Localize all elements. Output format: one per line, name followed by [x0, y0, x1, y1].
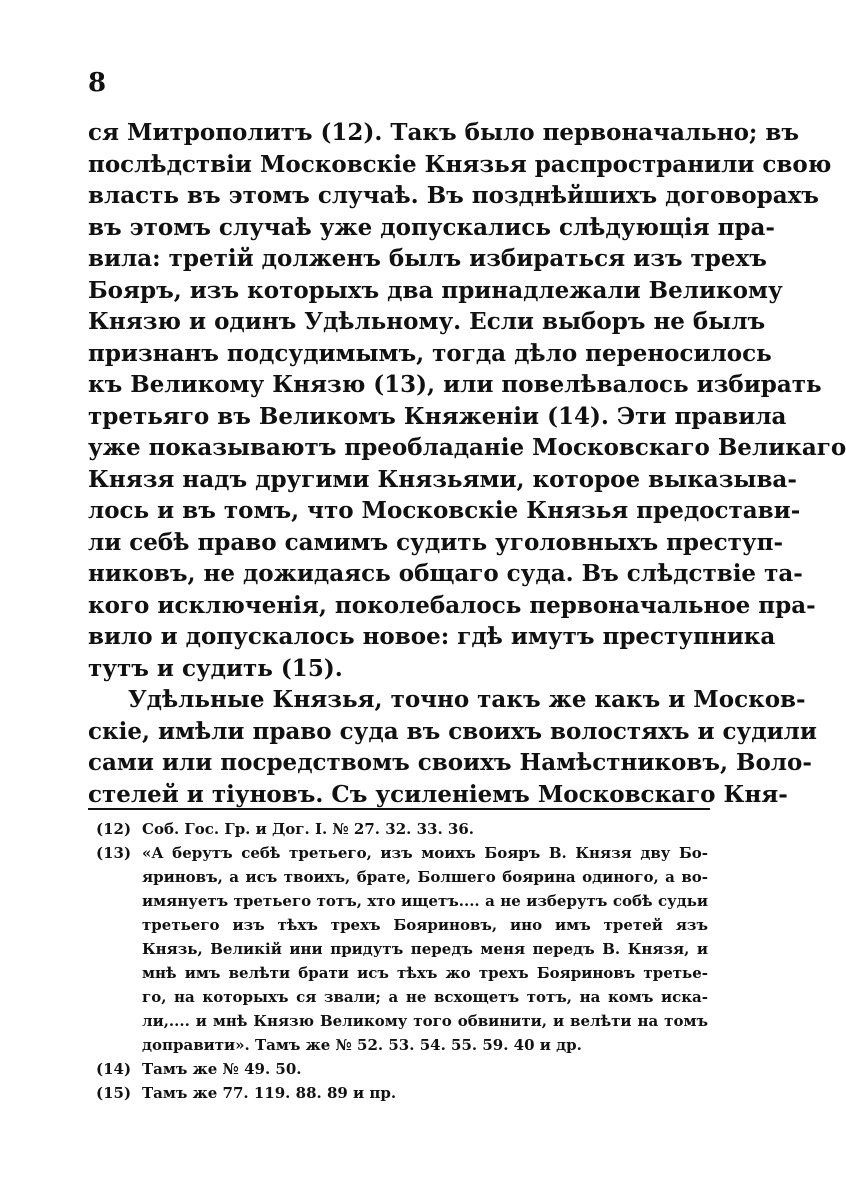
text-line: ся Митрополитъ (12). Такъ было первоначально; въ: [88, 119, 800, 146]
text-line: уже показываютъ преобладаніе Московскаго Великаго: [88, 434, 846, 461]
footnote-line: ли,.... и мнѣ Князю Великому того обвинити, и велѣти на томъ: [142, 1012, 708, 1030]
footnote-label: (12): [96, 820, 132, 838]
text-line: ли себѣ право самимъ судить уголовныхъ преступ-: [88, 528, 784, 556]
text-line: никовъ, не дожидаясь общаго суда. Въ слѣдствіе та-: [88, 560, 803, 587]
text-line: вила: третій долженъ былъ избираться изъ трехъ: [88, 245, 767, 272]
footnote-13: [96, 841, 708, 1057]
footnote-12: [96, 817, 708, 841]
footnotes: [96, 817, 708, 1105]
footnote-line: имянуетъ третьего тотъ, хто ищетъ.... а не изберутъ собѣ судьи: [142, 892, 708, 910]
footnote-label: (13): [96, 844, 132, 862]
text-line: вило и допускалось новое: гдѣ имутъ преступника: [88, 623, 776, 650]
footnote-line: яриновъ, а исъ твоихъ, брате, Болшего боярина одиного, а во-: [142, 868, 708, 886]
text-line: Удѣльные Князья, точно такъ же какъ и Москов-: [128, 686, 806, 713]
footnote-label: (15): [96, 1084, 132, 1102]
text-line: третьяго въ Великомъ Княженіи (14). Эти правила: [88, 402, 787, 430]
text-line: скіе, имѣли право суда въ своихъ волостяхъ и судили: [88, 717, 817, 745]
footnote-line: го, на которыхъ ся звали; а не всхощетъ тотъ, на комъ иска-: [142, 988, 708, 1006]
footnote-line: Князь, Великій ини придутъ передъ меня передъ В. Князя, и: [142, 940, 708, 958]
text-line: тутъ и судить (15).: [88, 654, 343, 682]
footnote-14: [96, 1057, 708, 1081]
text-line: Князя надъ другими Князьями, которое выказыва-: [88, 465, 797, 493]
footnote-line: мнѣ имъ велѣти брати исъ тѣхъ жо трехъ Бояриновъ третье-: [142, 964, 708, 982]
text-line: послѣдствіи Московскіе Князья распространили свою: [88, 150, 832, 178]
footnote-line: доправити». Тамъ же № 52. 53. 54. 55. 59. 40 и др.: [142, 1036, 582, 1054]
text-line: сами или посредствомъ своихъ Намѣстниковъ, Воло-: [88, 749, 812, 776]
text-line: въ этомъ случаѣ уже допускались слѣдующія пра-: [88, 213, 775, 241]
page-number: 8: [88, 68, 107, 98]
text-line: къ Великому Князю (13), или повелѣвалось избирать: [88, 371, 822, 398]
footnote-label: (14): [96, 1060, 132, 1078]
text-line: признанъ подсудимымъ, тогда дѣло переносилось: [88, 339, 772, 367]
main-text: [88, 117, 846, 810]
text-line: Бояръ, изъ которыхъ два принадлежали Великому: [88, 276, 783, 304]
footnote-line: «А берутъ себѣ третьего, изъ моихъ Бояръ В. Князя дву Бо-: [142, 844, 708, 862]
text-line: лось и въ томъ, что Московскіе Князья предостави-: [88, 497, 801, 524]
text-line: Князю и одинъ Удѣльному. Если выборъ не былъ: [88, 308, 766, 335]
text-line: власть въ этомъ случаѣ. Въ позднѣйшихъ договорахъ: [88, 182, 819, 209]
text-line: кого исключенія, поколебалось первоначальное пра-: [88, 591, 816, 619]
footnote-line: третьего изъ тѣхъ трехъ Бояриновъ, ино имъ третей язъ: [142, 916, 708, 934]
footnote-line: Тамъ же № 49. 50.: [142, 1060, 302, 1078]
footnote-15: [96, 1081, 708, 1105]
footnote-line: Тамъ же 77. 119. 88. 89 и пр.: [142, 1084, 397, 1102]
text-line: стелей и тіуновъ. Съ усиленіемъ Московскаго Кня-: [88, 780, 788, 808]
footnote-divider: [88, 808, 710, 810]
footnote-line: Соб. Гос. Гр. и Дог. I. № 27. 32. 33. 36.: [142, 820, 474, 838]
